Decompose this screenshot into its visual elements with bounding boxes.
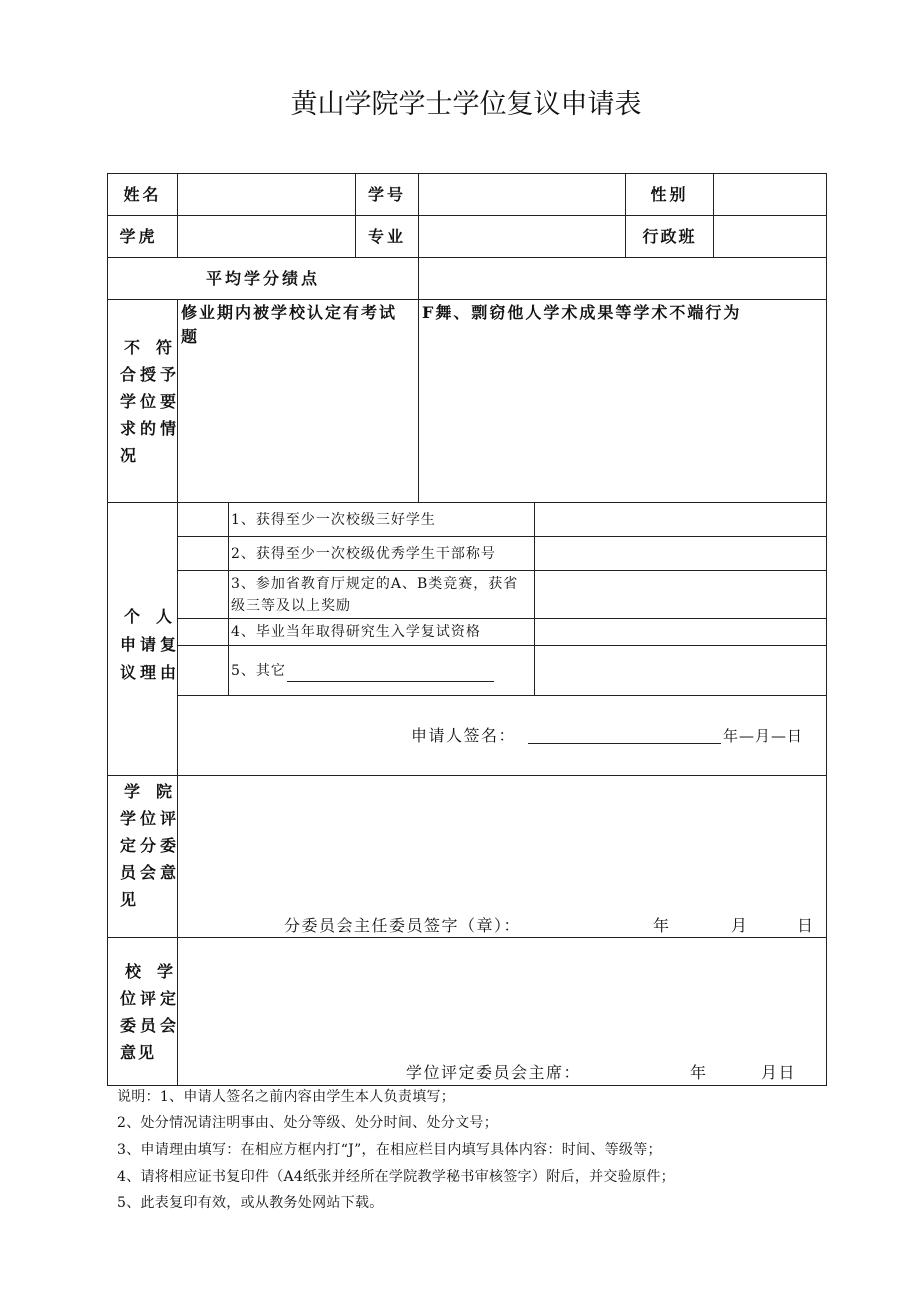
college-committee-label-line: 员会意 bbox=[120, 863, 176, 882]
college-committee-year-label: 年 bbox=[653, 916, 671, 935]
name-label: 姓名 bbox=[123, 184, 162, 204]
college-field[interactable] bbox=[177, 215, 356, 258]
applicant-signature-line[interactable] bbox=[528, 743, 721, 744]
reason-5-text: 5、其它 bbox=[231, 662, 286, 679]
college-committee-label-line: 学院 bbox=[124, 782, 172, 801]
gender-label: 性别 bbox=[650, 184, 689, 204]
class-label-cell bbox=[625, 215, 714, 258]
class-field[interactable] bbox=[713, 215, 827, 258]
gender-field[interactable] bbox=[713, 173, 827, 216]
reason-2-text: 2、获得至少一次校级优秀学生干部称号 bbox=[231, 545, 496, 562]
reason-2-checkbox[interactable] bbox=[177, 536, 229, 571]
university-committee-opinion-field[interactable] bbox=[177, 937, 827, 1086]
college-committee-label-line: 见 bbox=[120, 890, 139, 909]
college-committee-label-line: 学位评 bbox=[120, 809, 176, 828]
college-committee-opinion-field[interactable] bbox=[177, 775, 827, 938]
university-committee-year-label: 年 bbox=[690, 1063, 708, 1082]
college-committee-label bbox=[107, 775, 178, 938]
student-id-field[interactable] bbox=[418, 173, 626, 216]
reason-1-checkbox[interactable] bbox=[177, 502, 229, 537]
college-committee-label-line: 定分委 bbox=[120, 836, 176, 855]
note-line: 4、请将相应证书复印件（A4纸张并经所在学院教学秘书审核签字）附后，并交验原件； bbox=[117, 1169, 675, 1185]
note-line: 5、此表复印有效，或从教务处网站下载。 bbox=[117, 1195, 384, 1211]
ineligibility-label-line: 况 bbox=[120, 445, 139, 465]
note-line: 说明：1、申请人签名之前内容由学生本人负责填写； bbox=[117, 1089, 456, 1105]
applicant-date-label: 年—月—日 bbox=[723, 727, 804, 745]
appeal-label-line: 申请复 bbox=[120, 635, 176, 654]
academic-misconduct-text: F舞、剽窃他人学术成果等学术不端行为 bbox=[422, 303, 742, 322]
student-id-label-cell bbox=[355, 173, 419, 216]
ineligibility-label bbox=[107, 299, 178, 503]
reason-3-text: 3、参加省教育厅规定的A、B类竞赛，获省级三等及以上奖励 bbox=[231, 575, 519, 614]
gpa-label-cell bbox=[107, 257, 419, 300]
ineligibility-label-line: 学位要 bbox=[120, 391, 176, 411]
gpa-label: 平均学分绩点 bbox=[205, 268, 320, 288]
gpa-field[interactable] bbox=[418, 257, 827, 300]
ineligibility-label-line: 求的情 bbox=[120, 418, 176, 438]
reason-5-option bbox=[228, 645, 535, 696]
ineligibility-label-line: 合授予 bbox=[120, 364, 176, 384]
major-field[interactable] bbox=[418, 215, 626, 258]
reason-5-detail-field[interactable] bbox=[534, 645, 827, 696]
exam-cheating-field[interactable] bbox=[177, 299, 419, 503]
academic-misconduct-field[interactable] bbox=[418, 299, 827, 503]
note-line: 2、处分情况请注明事由、处分等级、处分时间、处分文号； bbox=[117, 1115, 499, 1131]
name-label-cell bbox=[107, 173, 178, 216]
reason-3-option bbox=[228, 570, 535, 619]
ineligibility-label-line: 不符 bbox=[124, 337, 172, 357]
reason-5-checkbox[interactable] bbox=[177, 645, 229, 696]
applicant-signature-row bbox=[177, 695, 827, 776]
college-committee-day-label: 日 bbox=[797, 916, 815, 935]
name-field[interactable] bbox=[177, 173, 356, 216]
university-committee-label-line: 意见 bbox=[120, 1042, 157, 1062]
applicant-signature-label: 申请人签名： bbox=[411, 726, 517, 745]
college-committee-month-label: 月 bbox=[731, 916, 749, 935]
reason-4-detail-field[interactable] bbox=[534, 618, 827, 646]
university-committee-label-line: 校学 bbox=[125, 961, 173, 981]
university-committee-signature-label: 学位评定委员会主席： bbox=[406, 1063, 582, 1082]
university-committee-label-line: 委员会 bbox=[120, 1015, 176, 1035]
reason-3-checkbox[interactable] bbox=[177, 570, 229, 619]
appeal-reason-label bbox=[107, 502, 178, 776]
university-committee-month-day-label: 月日 bbox=[761, 1063, 797, 1082]
reason-3-detail-field[interactable] bbox=[534, 570, 827, 619]
reason-2-detail-field[interactable] bbox=[534, 536, 827, 571]
class-label: 行政班 bbox=[642, 226, 697, 246]
university-committee-label-line: 位评定 bbox=[120, 988, 176, 1008]
other-reason-underline[interactable] bbox=[287, 681, 494, 682]
appeal-label-line: 个人 bbox=[124, 607, 172, 626]
reason-4-option bbox=[228, 618, 535, 646]
reason-4-checkbox[interactable] bbox=[177, 618, 229, 646]
major-label: 专业 bbox=[367, 226, 406, 246]
reason-2-option bbox=[228, 536, 535, 571]
reason-1-option bbox=[228, 502, 535, 537]
student-id-label: 学号 bbox=[367, 184, 406, 204]
college-label: 学虎 bbox=[119, 226, 158, 246]
university-committee-label bbox=[107, 937, 178, 1086]
college-committee-signature-label: 分委员会主任委员签字（章）： bbox=[284, 916, 522, 935]
exam-cheating-text: 修业期内被学校认定有考试题 bbox=[181, 303, 398, 346]
college-label-cell bbox=[107, 215, 178, 258]
page-title: 黄山学院学士学位复议申请表 bbox=[290, 89, 642, 120]
reason-4-text: 4、毕业当年取得研究生入学复试资格 bbox=[231, 624, 481, 640]
major-label-cell bbox=[355, 215, 419, 258]
reason-1-text: 1、获得至少一次校级三好学生 bbox=[231, 511, 436, 528]
note-line: 3、申请理由填写：在相应方框内打“J”，在相应栏目内填写具体内容：时间、等级等； bbox=[117, 1142, 662, 1158]
reason-1-detail-field[interactable] bbox=[534, 502, 827, 537]
gender-label-cell bbox=[625, 173, 714, 216]
appeal-label-line: 议理由 bbox=[120, 663, 176, 682]
